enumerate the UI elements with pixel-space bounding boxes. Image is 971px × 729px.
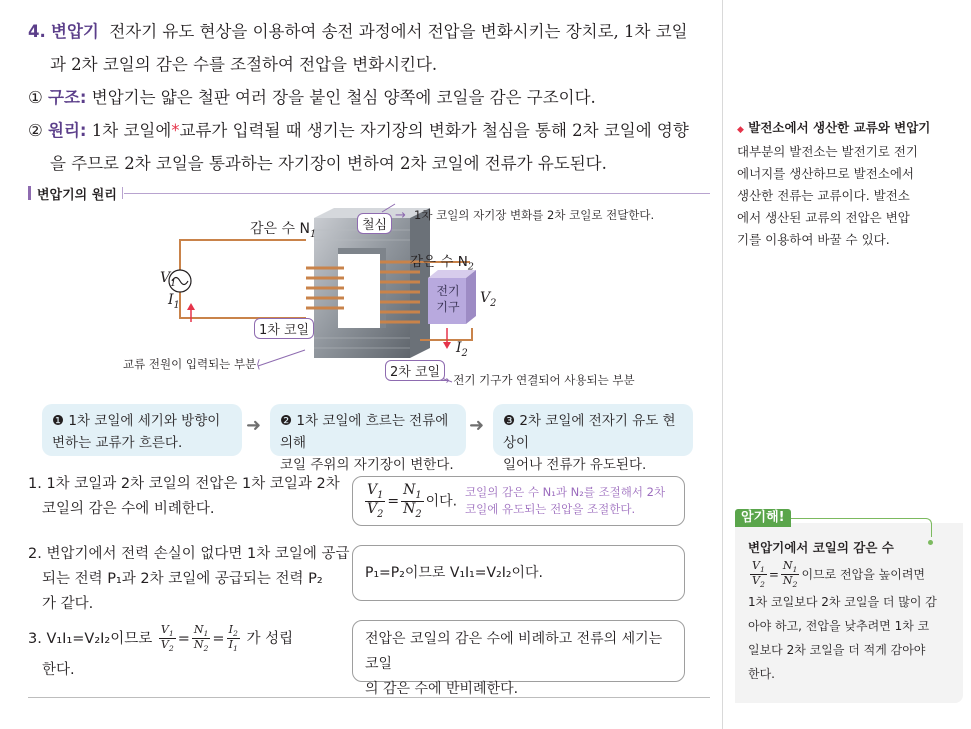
step-3-l1: 2차 코일에 전자기 유도 현상이 (503, 413, 676, 451)
section-title: 변압기 (51, 22, 99, 41)
point-3-l2: 한다. (42, 661, 75, 678)
title-accent (28, 186, 31, 200)
turns2-label (410, 250, 474, 273)
coil2-tag (385, 360, 445, 381)
principle-text-a: 1차 코일에 (91, 121, 172, 140)
turns2-text: 감은 수 N (410, 254, 468, 270)
diagram-title: 변압기의 원리 (37, 188, 117, 203)
side-line-4: 에서 생산된 교류의 전압은 변압 (737, 210, 910, 225)
structure-marker: ① (28, 88, 43, 107)
point-1 (28, 472, 340, 522)
side-note (737, 117, 937, 251)
point-3-pre: 3. V₁I₁=V₂I₂이므로 (28, 630, 153, 647)
i2-label (456, 340, 468, 359)
turns1-sub: 1 (309, 228, 317, 240)
step-1-num: ❶ (52, 413, 65, 429)
step-arrow-2: ➜ (469, 415, 485, 436)
point-3-b1: 전압은 코일의 감은 수에 비례하고 전류의 세기는 코일 (365, 631, 663, 672)
device-line1: 전기 (436, 284, 460, 298)
main-content (28, 0, 710, 180)
core-text: 철심 (362, 218, 388, 233)
point-3-bubble (352, 620, 685, 697)
section-number: 4. (28, 22, 46, 41)
memo-tag: 암기해! (735, 509, 791, 527)
memo-line1: $\frac{V_1}{V_2}$ = $\frac{N_1}{N_2}$ 이므로 전압을 높이려면 (752, 559, 926, 590)
memo-n-ratio: $\frac{N_1}{N_2}$ (782, 559, 798, 590)
structure-label: 구조: (48, 88, 87, 107)
note-line1: 코일의 감은 수 N₁과 N₂를 조절해서 2차 (465, 485, 666, 499)
star-mark: * (171, 121, 180, 140)
side-line-5: 기를 이용하여 바꿀 수 있다. (737, 232, 890, 247)
core-description: 1차 코일의 자기장 변화를 2차 코일로 전달한다. (414, 208, 655, 222)
turns2-sub: 2 (467, 261, 474, 273)
side-line-3: 생산한 전류는 교류이다. 발전소 (737, 188, 910, 203)
step-2-num: ❷ (280, 413, 293, 429)
eq-n-ratio: $\frac{N_1}{N_2}$ (403, 482, 422, 520)
device-label (429, 283, 467, 315)
point-3: 3. V₁I₁=V₂I₂이므로 $\frac{V_1}{V_2}$ = $\frac{N_1}{N_2}$ = $\frac{I_2}{I_1}$ 가 성립 한다. (28, 624, 293, 683)
structure-item (28, 81, 710, 114)
eq-tail: 이다. (425, 493, 458, 510)
input-label: 교류 전원이 입력되는 부분⟨ (123, 357, 261, 371)
bottom-rule (28, 697, 710, 698)
output-label: → 전기 기구가 연결되어 사용되는 부분 (440, 373, 635, 387)
step-3 (493, 404, 693, 473)
v2-label (480, 290, 496, 309)
step-2-l1: 1차 코일에 흐르는 전류에 의해 (280, 413, 449, 451)
side-line-2: 에너지를 생산하므로 발전소에서 (737, 166, 914, 181)
v1-sub: 1 (170, 277, 177, 289)
principle-text-b: 교류가 입력될 때 생기는 자기장의 변화가 철심을 통해 2차 코일에 영향 (179, 121, 689, 140)
core-tag (357, 213, 392, 234)
structure-text: 변압기는 얇은 철판 여러 장을 붙인 철심 양쪽에 코일을 감은 구조이다. (91, 88, 596, 107)
eq3-n: $\frac{N_1}{N_2}$ (193, 623, 209, 654)
step-1 (42, 404, 242, 456)
memo-l1-tail: 이므로 전압을 높이려면 (801, 567, 926, 582)
principle-text-cont: 을 주므로 2차 코일을 통과하는 자기장이 변하여 2차 코일에 전류가 유도된다. (50, 154, 607, 173)
principle-label: 원리: (48, 121, 87, 140)
memo-line-5: 한다. (748, 666, 775, 681)
step-1-l2: 변하는 교류가 흐른다. (52, 435, 183, 451)
point-3-b2: 의 감은 수에 반비례한다. (365, 681, 519, 697)
section-intro: 전자기 유도 현상을 이용하여 송전 과정에서 전압을 변화시키는 장치로, 1차 코일 (109, 22, 688, 41)
point-2-l2: 되는 전력 P₁과 2차 코일에 공급되는 전력 P₂ (42, 571, 323, 587)
point-2 (28, 542, 349, 617)
step-1-l1: 1차 코일에 세기와 방향이 (68, 413, 221, 429)
memo-line-3: 아야 하고, 전압을 낮추려면 1차 코 (748, 618, 930, 633)
v1-text: V (160, 270, 171, 286)
v1-label (160, 270, 176, 289)
point-1-note (465, 484, 665, 518)
memo-line-4: 일보다 2차 코일을 더 적게 감아야 (748, 642, 926, 657)
i2-text: I (456, 340, 462, 356)
step-2-l2: 코일 주위의 자기장이 변한다. (280, 457, 454, 473)
side-line-1: 대부분의 발전소는 발전기로 전기 (737, 144, 918, 159)
i1-sub: 1 (173, 299, 180, 311)
title-rule (124, 193, 710, 194)
i1-text: I (168, 292, 174, 308)
i1-label (168, 292, 180, 311)
memo-hook (923, 518, 932, 537)
turns1-label (250, 218, 316, 240)
step-2 (270, 404, 466, 473)
step-3-num: ❸ (503, 413, 516, 429)
memo-title: 변압기에서 코일의 감은 수 (748, 540, 894, 555)
coil1-tag (254, 318, 314, 339)
point-1-l2: 코일의 감은 수에 비례한다. (42, 501, 215, 517)
point-3-post: 가 성립 (246, 630, 294, 647)
input-text: 교류 전원이 입력되는 부분 (123, 357, 257, 371)
side-title-text: 발전소에서 생산한 교류와 변압기 (748, 120, 931, 135)
principle-marker: ② (28, 121, 43, 140)
point-2-eq: P₁=P₂이므로 V₁I₁=V₂I₂이다. (365, 565, 543, 581)
point-2-l3: 가 같다. (42, 596, 94, 612)
side-note-title (737, 117, 937, 141)
principle-item (28, 114, 710, 147)
coil2-text: 2차 코일 (390, 365, 441, 380)
turns1-text: 감은 수 N (250, 221, 310, 237)
output-text: 전기 기구가 연결되어 사용되는 부분 (453, 373, 635, 387)
side-bullet: ◆ (737, 125, 744, 135)
v2-text: V (480, 290, 491, 306)
v2-sub: 2 (490, 297, 497, 309)
point-1-l1: 1. 1차 코일과 2차 코일의 전압은 1차 코일과 2차 (28, 476, 340, 492)
title-divider (122, 187, 123, 199)
margin-divider (722, 0, 723, 729)
note-line2: 코일에 유도되는 전압을 조절한다. (465, 502, 636, 516)
eq3-v: $\frac{V_1}{V_2}$ (160, 623, 174, 654)
memo-line-2: 1차 코일보다 2차 코일을 더 많이 감 (748, 594, 937, 609)
point-1-bubble: $\frac{V_1}{V_2}$ = $\frac{N_1}{N_2}$ 이다. 코일의 감은 수 N₁과 N₂를 조절해서 2차 코일에 유도되는 전압을 조절한다. (352, 476, 685, 526)
section-heading (28, 15, 710, 48)
eq-v-ratio: $\frac{V_1}{V_2}$ (367, 482, 384, 520)
device-line2: 기구 (436, 300, 460, 314)
eq3-i: $\frac{I_2}{I_1}$ (228, 623, 238, 654)
point-2-bubble (352, 545, 685, 601)
i2-sub: 2 (461, 347, 468, 359)
memo-content (748, 536, 958, 686)
step-3-l2: 일어나 전류가 유도된다. (503, 457, 647, 473)
point-2-l1: 2. 변압기에서 전력 손실이 없다면 1차 코일에 공급 (28, 546, 350, 562)
section-intro-cont: 과 2차 코일의 감은 수를 조절하여 전압을 변화시킨다. (50, 55, 438, 74)
coil1-text: 1차 코일 (259, 323, 310, 338)
core-arrow: → (395, 208, 406, 223)
memo-v-ratio: $\frac{V_1}{V_2}$ (752, 559, 765, 590)
step-arrow-1: ➜ (246, 415, 262, 436)
